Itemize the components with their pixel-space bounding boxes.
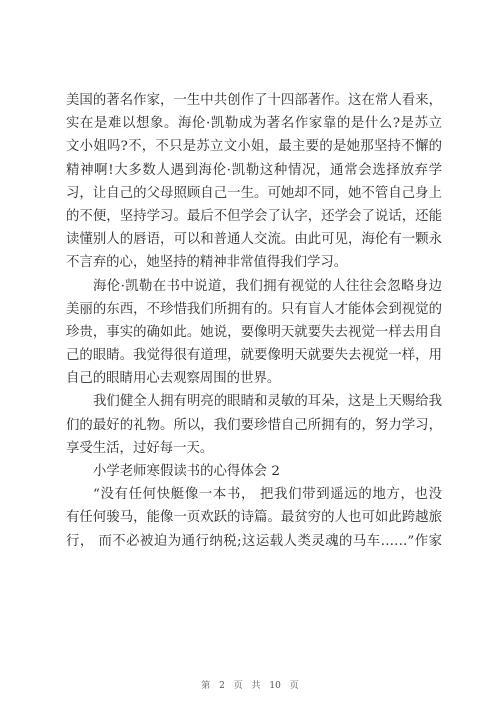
text-line: 我们健全人拥有明亮的眼睛和灵敏的耳朵，这是上天赐给我 [93, 394, 442, 410]
text-line: 珍贵，事实的确如此。她说，要像明天就要失去视觉一样去用自 [66, 324, 442, 340]
text-line: 实在是难以想象。海伦·凯勒成为著名作家靠的是什么?是苏立 [66, 116, 442, 132]
text-line: 己的眼睛。我觉得很有道理，就要像明天就要失去视觉一样，用 [66, 348, 442, 364]
text-line: 自己的眼睛用心去观察周围的世界。 [66, 371, 281, 387]
text-line: 美国的著名作家，一生中共创作了十四部著作。这在常人看来， [66, 93, 442, 108]
text-line: 习，让自己的父母照顾自己一生。可她却不同，她不管自己身上 [66, 185, 442, 201]
text-line: 享受生活，过好每一天。 [66, 440, 214, 456]
text-line: 文小姐吗?不，不只是苏立文小姐，最主要的是她那坚持不懈的 [66, 139, 442, 155]
text-line: 行， 而不必被迫为通行纳税;这运载人类灵魂的马车……”作家 [66, 533, 442, 549]
text-line: 小学老师寒假读书的心得体会 2 [93, 464, 280, 479]
text-line: 有任何骏马，能像一页欢跃的诗篇。最贫穷的人也可如此跨越旅 [66, 510, 442, 526]
document-body [66, 89, 442, 553]
text-line: 精神啊!大多数人遇到海伦·凯勒这种情况，通常会选择放弃学 [66, 162, 442, 178]
text-line: 海伦·凯勒在书中说道，我们拥有视觉的人往往会忽略身边 [93, 278, 442, 294]
text-line: 读懂别人的唇语，可以和普通人交流。由此可见，海伦有一颗永 [66, 232, 442, 248]
text-line: “没有任何快艇像一本书， 把我们带到遥远的地方，也没 [93, 487, 442, 503]
text-line: 的不便，坚持学习。最后不但学会了认字，还学会了说话，还能 [66, 208, 442, 224]
text-line: 不言弃的心，她坚持的精神非常值得我们学习。 [66, 255, 348, 271]
page-footer: 第 2 页 共 10 页 [201, 681, 299, 691]
text-line: 美丽的东西，不珍惜我们所拥有的。只有盲人才能体会到视觉的 [66, 301, 442, 317]
text-line: 们的最好的礼物。所以，我们要珍惜自己所拥有的，努力学习， [66, 417, 442, 433]
